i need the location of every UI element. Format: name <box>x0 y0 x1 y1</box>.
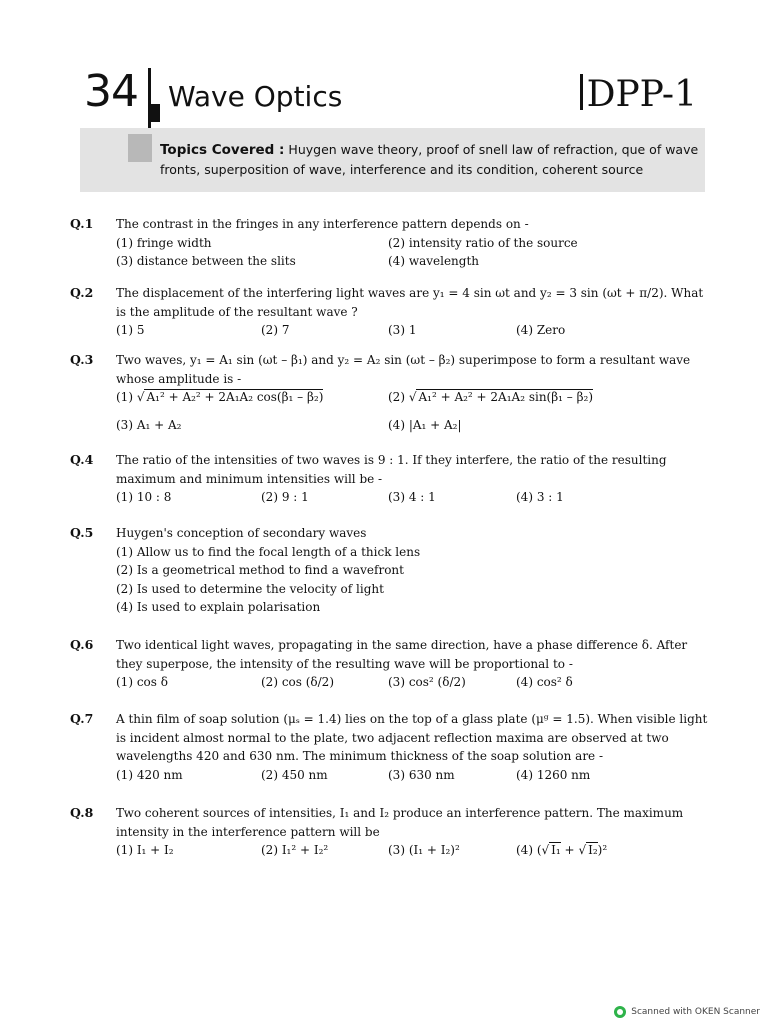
question-text: A thin film of soap solution (μₛ = 1.4) lies on the top of a glass plate (μᵍ = 1.5). When visible light is incident almost normal to the plate, two adjacent reflection maxima are observed at two wavelengths 420 and 630 nm. The minimum thickness of the soap solution are - <box>116 712 708 763</box>
sqrt-icon: √ <box>541 843 550 857</box>
option-3: (3) 1 <box>388 323 417 337</box>
sqrt-icon: √ <box>578 843 587 857</box>
option-4-term-1: I₁ <box>551 843 561 857</box>
option-1: (1) I₁ + I₂ <box>116 843 174 857</box>
question-text: Two waves, y₁ = A₁ sin (ωt – β₁) and y₂ = A₂ sin (ωt – β₂) superimpose to form a resultant wave whose amplitude is - <box>116 353 691 386</box>
option-1: (1) 10 : 8 <box>116 490 172 504</box>
dpp-label: DPP-1 <box>586 74 697 115</box>
option-4: (4) 3 : 1 <box>516 490 564 504</box>
question-number: Q.4 <box>70 452 94 467</box>
topics-list: Huygen wave theory, proof of snell law of refraction, que of wave fronts, superposition of wave, interference and its condition, coherent source <box>160 142 699 177</box>
question-4 <box>70 451 710 507</box>
option-4: (4) Is used to explain polarisation <box>116 600 321 614</box>
option-2: (2) I₁² + I₂² <box>261 843 329 857</box>
option-2: (2) 450 nm <box>261 767 328 782</box>
topics-label: Topics Covered : <box>160 142 285 158</box>
question-6 <box>70 636 710 692</box>
question-number: Q.2 <box>70 285 94 300</box>
option-4: (4) wavelength <box>388 254 480 268</box>
question-2 <box>70 284 710 340</box>
question-number: Q.3 <box>70 352 94 367</box>
option-2: (2) intensity ratio of the source <box>388 235 578 250</box>
option-3: (3) distance between the slits <box>116 254 296 268</box>
option-3: (3) 630 nm <box>388 767 455 782</box>
chapter-marker <box>148 104 160 122</box>
dpp-divider <box>580 74 583 110</box>
question-text: The displacement of the interfering light waves are y₁ = 4 sin ωt and y₂ = 3 sin (ωt + π/2). What is the amplitude of the resultant wave ? <box>116 286 704 319</box>
question-8 <box>70 804 710 869</box>
sqrt-icon: √ <box>408 390 417 404</box>
option-1-expression: A₁² + A₂² + 2A₁A₂ cos(β₁ – β₂) <box>146 390 324 404</box>
option-1: (1) cos δ <box>116 675 168 689</box>
topics-box <box>80 128 705 192</box>
option-2: (2) 9 : 1 <box>261 490 309 504</box>
chapter-number: 34 <box>84 66 138 117</box>
option-4-close: )² <box>597 843 608 857</box>
option-3: (3) A₁ + A₂ <box>116 418 182 432</box>
option-2 <box>388 388 593 407</box>
chapter-title: Wave Optics <box>168 80 343 113</box>
question-text: The contrast in the fringes in any interference pattern depends on - <box>116 217 529 231</box>
question-text: The ratio of the intensities of two waves is 9 : 1. If they interfere, the ratio of the resulting maximum and minimum intensities will be - <box>116 453 667 486</box>
option-1: (1) Allow us to find the focal length of a thick lens <box>116 544 421 559</box>
topics-marker <box>128 134 152 162</box>
option-1: (1) fringe width <box>116 235 212 250</box>
option-2-expression: A₁² + A₂² + 2A₁A₂ sin(β₁ – β₂) <box>418 390 594 404</box>
question-text: Two identical light waves, propagating in the same direction, have a phase difference δ. After they superpose, the intensity of the resulting wave will be proportional to - <box>116 638 688 671</box>
question-text: Two coherent sources of intensities, I₁ and I₂ produce an interference pattern. The maximum intensity in the interference pattern will be <box>116 806 684 839</box>
option-4: (4) |A₁ + A₂| <box>388 418 462 432</box>
option-4: (4) 1260 nm <box>516 767 591 782</box>
scanner-watermark <box>614 1006 760 1018</box>
option-4: (4) Zero <box>516 323 566 337</box>
sqrt-icon: √ <box>136 390 145 404</box>
option-2: (2) Is a geometrical method to find a wavefront <box>116 563 404 577</box>
option-1: (1) 5 <box>116 323 145 337</box>
option-4-open: (4) ( <box>516 843 542 857</box>
option-4: (4) cos² δ <box>516 675 573 689</box>
question-text: Huygen's conception of secondary waves <box>116 526 367 540</box>
topics-text <box>160 140 700 180</box>
option-3: (3) 4 : 1 <box>388 490 436 504</box>
option-4 <box>516 841 607 860</box>
option-4-term-2: I₂ <box>588 843 598 857</box>
option-2: (2) 7 <box>261 323 290 337</box>
option-1-label: (1) <box>116 390 133 404</box>
option-1 <box>116 388 323 407</box>
question-number: Q.6 <box>70 637 94 652</box>
question-1 <box>70 215 710 271</box>
option-2: (2) cos (δ/2) <box>261 675 334 689</box>
option-3: (3) (I₁ + I₂)² <box>388 843 460 857</box>
question-number: Q.7 <box>70 711 94 726</box>
chapter-header <box>80 60 705 195</box>
question-number: Q.5 <box>70 525 94 540</box>
option-3: (3) cos² (δ/2) <box>388 675 466 689</box>
question-number: Q.8 <box>70 805 94 820</box>
plus-sign: + <box>564 843 575 857</box>
scanner-text: Scanned with OKEN Scanner <box>631 1007 760 1017</box>
option-3: (2) Is used to determine the velocity of light <box>116 581 384 596</box>
option-2-label: (2) <box>388 390 405 404</box>
option-1: (1) 420 nm <box>116 767 183 782</box>
question-number: Q.1 <box>70 216 94 231</box>
question-3 <box>70 351 710 435</box>
scanner-logo-icon <box>614 1006 626 1018</box>
question-7 <box>70 710 710 784</box>
question-5 <box>70 524 710 617</box>
dpp-title <box>580 74 697 115</box>
